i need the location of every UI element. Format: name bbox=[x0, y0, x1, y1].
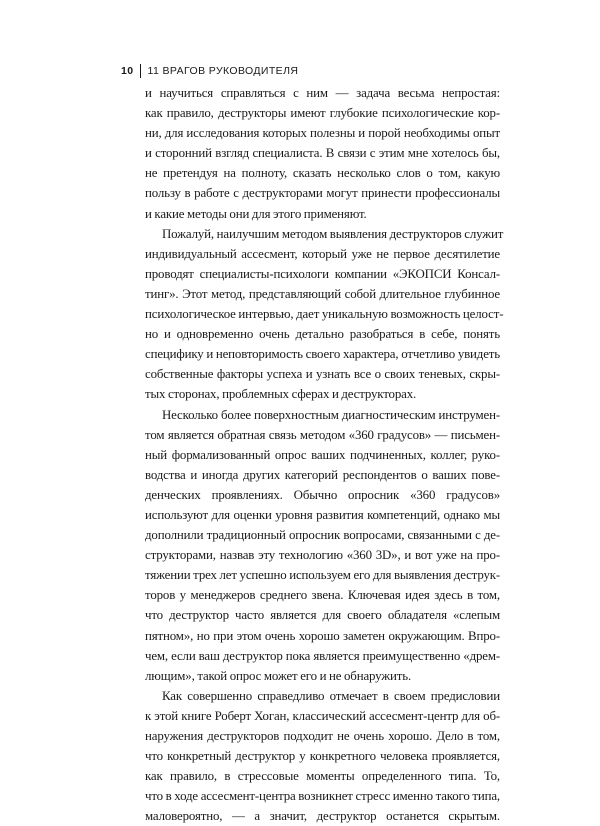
text-line: специфику и неповторимость своего характера, отчетливо увидеть bbox=[145, 347, 500, 362]
text-line: что конкретный деструктор у конкретного человека проявляется, bbox=[145, 749, 500, 764]
text-line: Как совершенно справедливо отмечает в своем предисловии bbox=[162, 688, 500, 703]
text-line: ни, для исследования которых полезны и порой необходимы опыт bbox=[145, 126, 500, 141]
text-line: чем, если ваш деструктор пока является преимущественно «дрем- bbox=[145, 648, 500, 663]
text-line: пользу в работе с деструкторами могут принести профессионалы bbox=[145, 186, 500, 201]
book-title: 11 ВРАГОВ РУКОВОДИТЕЛЯ bbox=[147, 65, 299, 77]
text-line: тинг». Этот метод, представляющий собой длительное глубинное bbox=[145, 286, 500, 301]
text-line: проводят специалисты-психологи компании «ЭКОПСИ Консал- bbox=[145, 266, 500, 281]
text-line: и научиться справляться с ним — задача весьма непростая: bbox=[145, 86, 500, 100]
text-line: что деструктор часто является для своего обладателя «слепым bbox=[145, 608, 500, 623]
text-line: к этой книге Роберт Хоган, классический ассесмент-центр для об- bbox=[145, 708, 500, 723]
text-line: используют для оценки уровня развития компетенций, однако мы bbox=[145, 507, 500, 522]
text-line: и сторонний взгляд специалиста. В связи с этим мне хотелось бы, bbox=[145, 146, 500, 161]
text-line: торов у менеджеров среднего звена. Ключевая идея здесь в том, bbox=[145, 588, 500, 603]
text-line: Несколько более поверхностным диагностическим инструмен- bbox=[162, 407, 500, 422]
text-line: водства и иногда других категорий респондентов о ваших пове- bbox=[145, 467, 500, 482]
text-line: пятном», но при этом очень хорошо заметен окружающим. Впро- bbox=[145, 628, 500, 643]
text-line: собственные факторы успеха и узнать все о своих теневых, скры- bbox=[145, 367, 500, 382]
text-line: индивидуальный ассесмент, который уже не первое десятилетие bbox=[145, 246, 500, 261]
text-line: ный формализованный опрос ваших подчиненных, коллег, руко- bbox=[145, 447, 500, 462]
page-body bbox=[145, 83, 504, 826]
text-line: том является обратная связь методом «360 градусов» — письмен- bbox=[145, 427, 500, 442]
text-line: дополнили традиционный опросник вопросами, связанными с де- bbox=[145, 528, 500, 543]
text-line: тых сторонах, проблемных сферах и деструкторах. bbox=[145, 387, 417, 402]
text-line: не претендуя на полноту, сказать несколько слов о том, какую bbox=[145, 166, 500, 181]
text-line: как правило, в стрессовые моменты определенного типа. То, bbox=[145, 769, 500, 784]
text-line: денческих проявлениях. Обычно опросник «360 градусов» bbox=[145, 487, 500, 502]
text-line: наружения деструкторов подходит не очень хорошо. Дело в том, bbox=[145, 729, 500, 743]
header-divider bbox=[140, 64, 141, 78]
text-line: структорами, назвав эту технологию «360 3D», и вот уже на про- bbox=[145, 548, 500, 563]
text-line: и какие методы они для этого применяют. bbox=[145, 206, 367, 221]
text-line: тяжении трех лет успешно используем его для выявления деструк- bbox=[145, 568, 500, 583]
text-line: лющим», такой опрос может его и не обнаружить. bbox=[145, 668, 412, 683]
text-line: маловероятно, — а значит, деструктор останется скрытым. bbox=[145, 809, 500, 824]
running-head bbox=[121, 64, 298, 78]
text-line: но и одновременно очень детально разобраться в себе, понять bbox=[145, 327, 500, 342]
text-line: психологическое интервью, дает уникальную возможность целост- bbox=[145, 307, 504, 322]
text-line: Пожалуй, наилучшим методом выявления деструкторов служит bbox=[162, 226, 504, 241]
text-line: как правило, деструкторы имеют глубокие психологические кор- bbox=[145, 106, 500, 121]
text-line: что в ходе ассесмент-центра возникнет стресс именно такого типа, bbox=[145, 789, 500, 804]
page-number: 10 bbox=[121, 65, 134, 77]
